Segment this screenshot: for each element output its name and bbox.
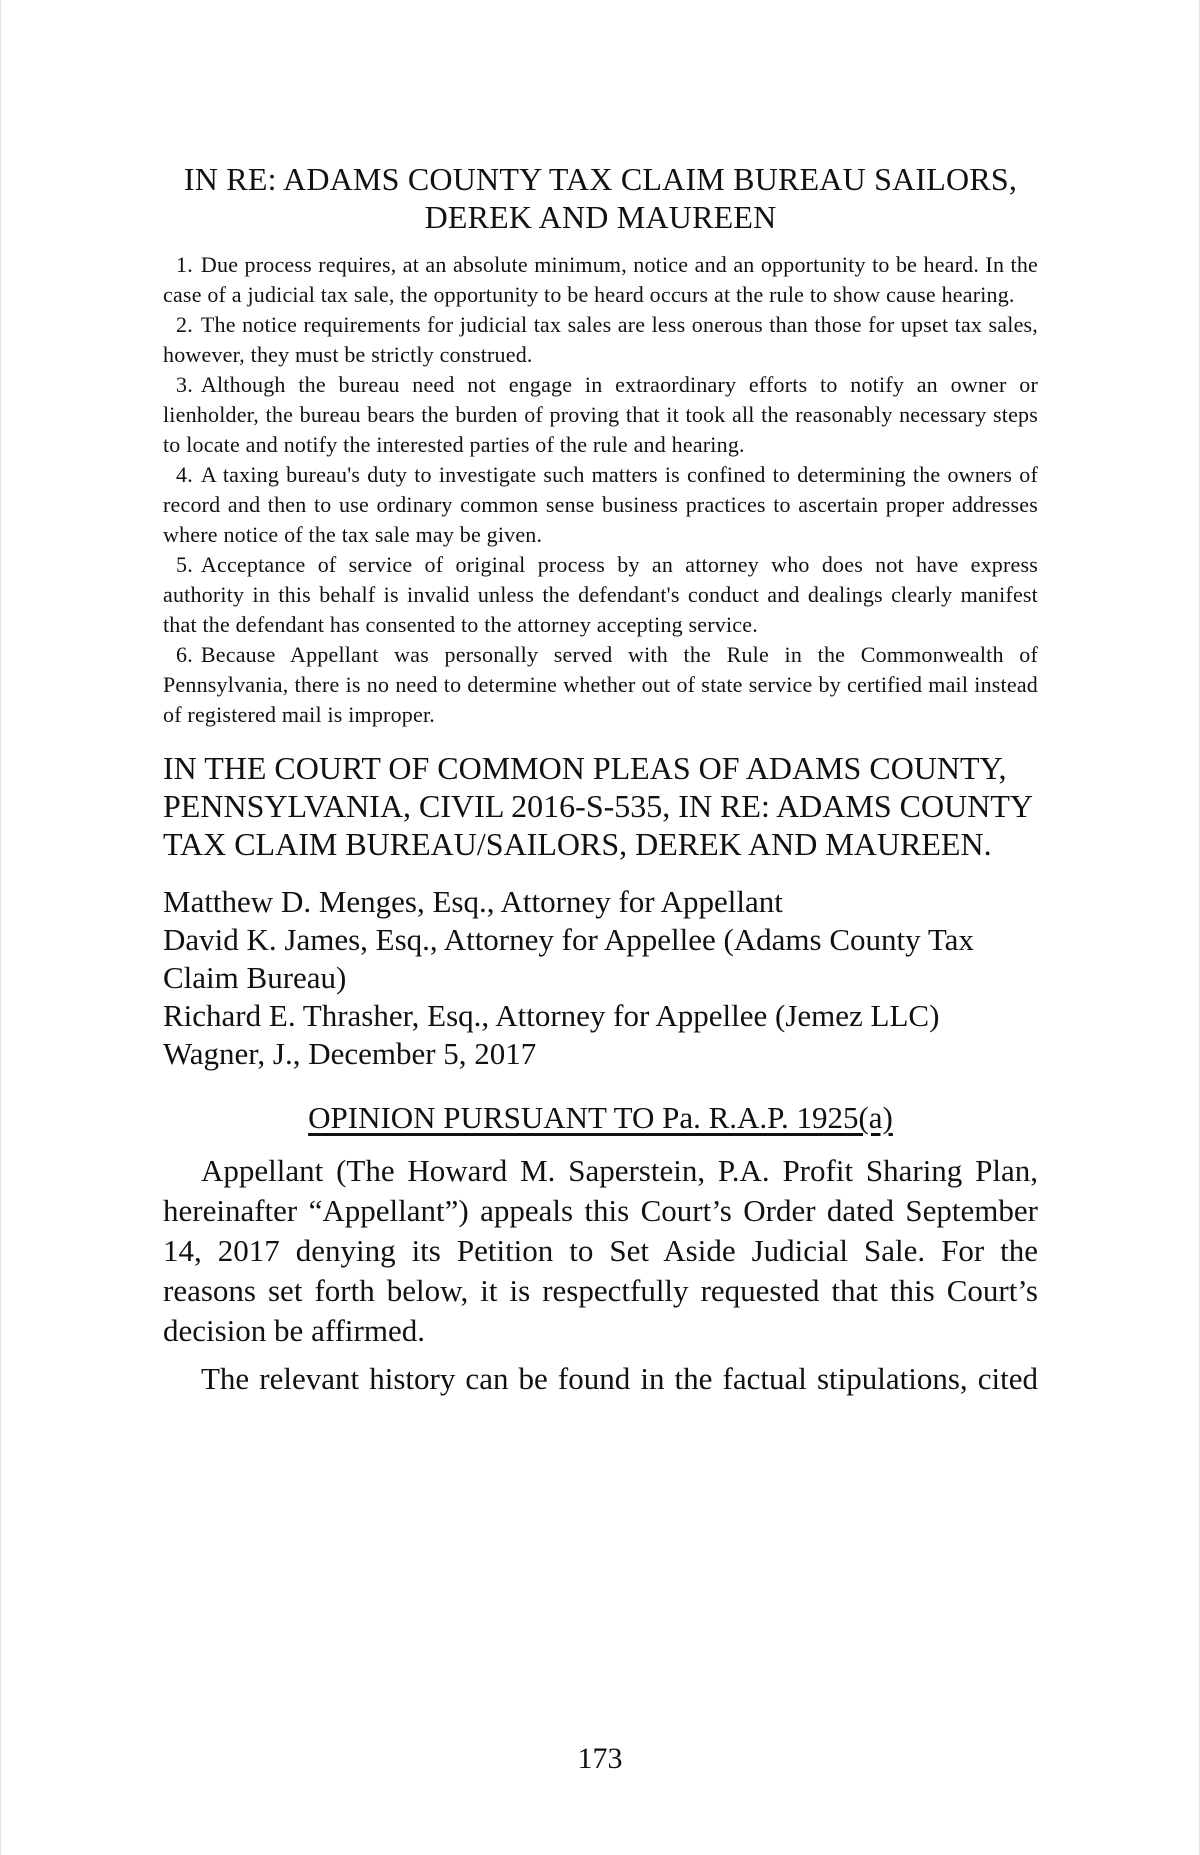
- judge-date-line: Wagner, J., December 5, 2017: [163, 1036, 537, 1071]
- headnote-5: [163, 550, 1038, 640]
- body-paragraph-2: The relevant history can be found in the factual stipulations, cited: [201, 1361, 1038, 1396]
- headnote-text: The notice requirements for judicial tax sales are less onerous than those for upset tax sales, however, they must be strictly construed.: [163, 312, 1038, 367]
- court-caption-line-3: TAX CLAIM BUREAU/SAILORS, DEREK AND MAUREEN.: [163, 826, 992, 862]
- headnote-text: Because Appellant was personally served with the Rule in the Commonwealth of Pennsylvania, there is no need to determine whether out of state service by certified mail instead of registered mail is improper.: [163, 642, 1038, 727]
- headnote-text: Acceptance of service of original process by an attorney who does not have express authority in this behalf is invalid unless the defendant's conduct and dealings clearly manifest that the defendant has consented to the attorney accepting service.: [163, 552, 1038, 637]
- page-number: 173: [577, 1742, 623, 1775]
- opinion-heading: [163, 1099, 1038, 1137]
- headnotes: [163, 250, 1038, 730]
- page-content: [163, 160, 1038, 1407]
- headnote-number: 5.: [176, 552, 193, 577]
- headnote-text: Although the bureau need not engage in extraordinary efforts to notify an owner or lienholder, the bureau bears the burden of proving that it took all the reasonably necessary steps to locate and notify the interested parties of the rule and hearing.: [163, 372, 1038, 457]
- headnote-text: Due process requires, at an absolute minimum, notice and an opportunity to be heard. In the case of a judicial tax sale, the opportunity to be heard occurs at the rule to show cause hearing.: [163, 252, 1038, 307]
- court-caption: [163, 749, 1038, 863]
- headnote-text: A taxing bureau's duty to investigate such matters is confined to determining the owners of record and then to use ordinary common sense business practices to ascertain proper addresses where notice of the tax sale may be given.: [163, 462, 1038, 547]
- headnote-number: 3.: [176, 372, 193, 397]
- opinion-body: [163, 1151, 1038, 1399]
- headnote-6: [163, 640, 1038, 730]
- court-caption-line-1: IN THE COURT OF COMMON PLEAS OF ADAMS COUNTY,: [163, 750, 1007, 786]
- headnote-3: [163, 370, 1038, 460]
- counsel-list: [163, 883, 1038, 1035]
- body-paragraph-1: Appellant (The Howard M. Saperstein, P.A. Profit Sharing Plan, hereinafter “Appellant”) appeals this Court’s Order dated September 14, 2017 denying its Petition to Set Aside Judicial Sale. For the reasons set forth below, it is respectfully requested that this Court’s decision be affirmed.: [163, 1153, 1038, 1348]
- opinion-heading-text: OPINION PURSUANT TO Pa. R.A.P. 1925(a): [308, 1100, 893, 1135]
- headnote-4: [163, 460, 1038, 550]
- case-title-line-2: DEREK AND MAUREEN: [424, 199, 777, 235]
- case-title: [163, 160, 1038, 236]
- counsel-appellee-jemez: Richard E. Thrasher, Esq., Attorney for Appellee (Jemez LLC): [163, 998, 940, 1033]
- headnote-number: 2.: [176, 312, 193, 337]
- case-title-line-1: IN RE: ADAMS COUNTY TAX CLAIM BUREAU SAILORS,: [183, 161, 1018, 197]
- counsel-appellant: Matthew D. Menges, Esq., Attorney for Appellant: [163, 884, 783, 919]
- counsel-appellee-bureau: David K. James, Esq., Attorney for Appellee (Adams County Tax Claim Bureau): [163, 922, 974, 995]
- headnote-1: [163, 250, 1038, 310]
- headnote-number: 6.: [176, 642, 193, 667]
- headnote-2: [163, 310, 1038, 370]
- court-caption-line-2: PENNSYLVANIA, CIVIL 2016-S-535, IN RE: ADAMS COUNTY: [163, 788, 1033, 824]
- headnote-number: 1.: [176, 252, 193, 277]
- headnote-number: 4.: [176, 462, 193, 487]
